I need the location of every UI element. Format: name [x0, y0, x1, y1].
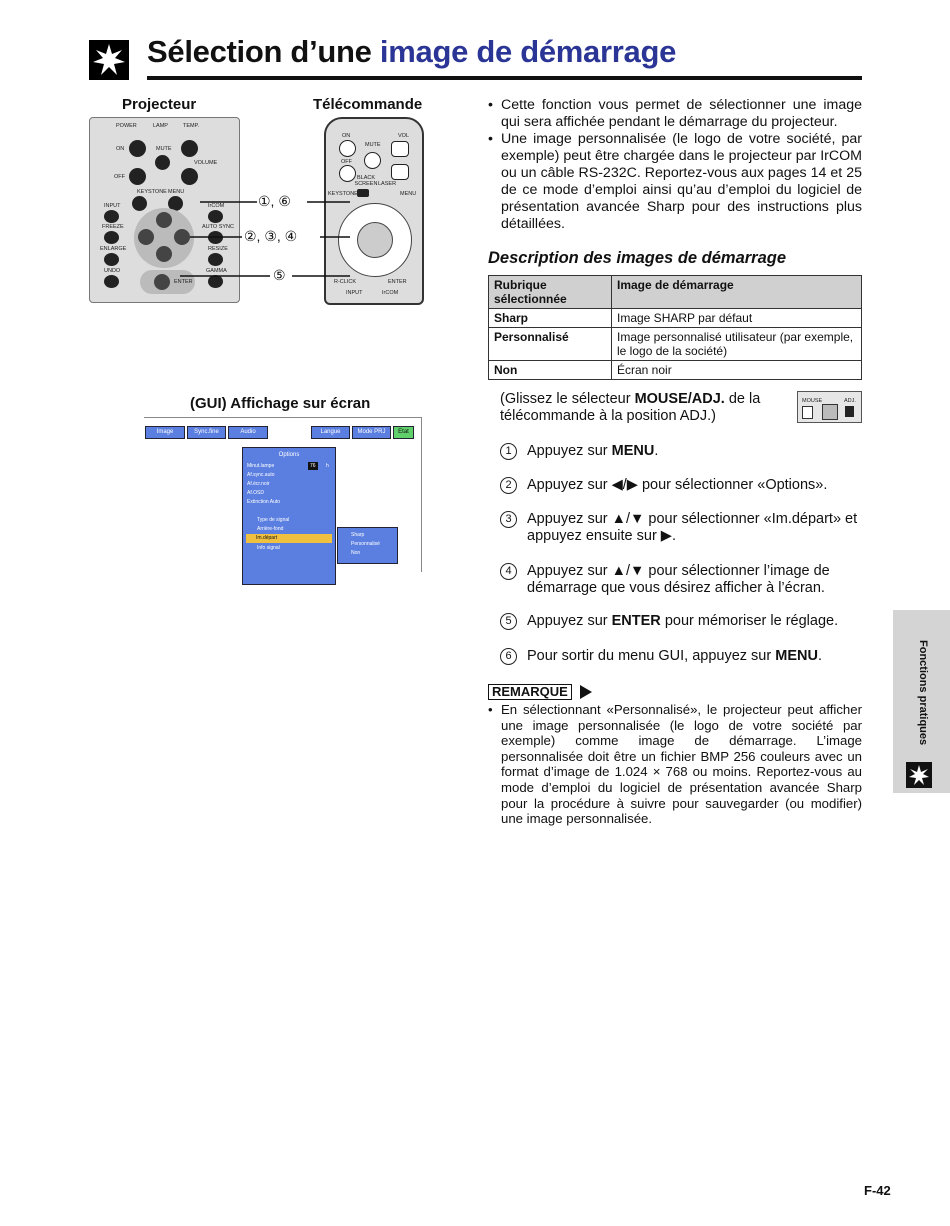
gui-tab-mode[interactable]: Mode PRJ [352, 426, 391, 439]
side-tab-label: Fonctions pratiques [917, 640, 929, 746]
table-row: Non Écran noir [489, 361, 862, 380]
enter-button[interactable] [154, 274, 170, 290]
page-number: F-42 [864, 1183, 891, 1198]
gui-submenu [337, 527, 398, 564]
gui-tab-image[interactable]: Image [145, 426, 185, 439]
steps-list: 1 Appuyez sur MENU. 2 Appuyez sur ◀/▶ pour sélectionner «Options». 3 Appuyez sur ▲/▼ pour sélectionner «Im.départ» et appuyez ensuite sur ▶. 4 Appuyez sur ▲/▼ pour sélectionner l’image de démarrage que vous désirez afficher à l’écran. 5 Appuyez sur ENTER pour mémoriser le réglage. 6 Pour sortir du menu GUI, appuyez sur MENU. [500, 443, 862, 673]
gui-options-menu [242, 447, 336, 585]
remark-badge: REMARQUE [488, 684, 572, 700]
temp-label: TEMP. [183, 123, 200, 129]
remote-on-button[interactable] [339, 140, 356, 157]
input-button[interactable] [104, 210, 119, 223]
ircom-label: IrCOM [208, 203, 225, 209]
on-label: ON [116, 146, 125, 152]
lamp-label: LAMP [153, 123, 168, 129]
description-table [488, 275, 862, 380]
off-button[interactable] [129, 168, 146, 185]
intro-bullet-2: • Une image personnalisée (le logo de votre société, par exemple) peut être chargée dans le projecteur par IrCOM ou un câble RS-232C. Reportez-vous aux pages 14 et 25 de ce mode d’emploi ainsi qu’au d’emploi du logiciel de présentation avancée Sharp pour des instructions plus détaillées. [488, 131, 862, 233]
remote-on-label: ON [342, 133, 351, 139]
laser-label: LASER [378, 181, 397, 187]
intro-bullets [488, 97, 862, 233]
gui-sub-sharp[interactable]: Sharp [351, 532, 365, 538]
switch-note: (Glissez le sélecteur MOUSE/ADJ. de la télécommande à la position ADJ.) [500, 391, 761, 424]
gui-item-type[interactable]: Type de signal [257, 517, 290, 523]
on-button[interactable] [129, 140, 146, 157]
mute-button[interactable] [155, 155, 170, 170]
gui-tab-etat[interactable]: Etat [393, 426, 414, 439]
gui-item-info[interactable]: Info signal [257, 545, 280, 551]
table-row: Sharp Image SHARP par défaut [489, 309, 862, 328]
freeze-label: FREEZE [102, 224, 124, 230]
gui-item-lampe[interactable]: Minut.lampe 76 h [247, 463, 329, 469]
projector-label: Projecteur [122, 96, 197, 113]
intro-bullet-1: • Cette fonction vous permet de sélectionner une image qui sera affichée pendant le démarrage du projecteur. [488, 97, 862, 131]
title-rule [147, 76, 862, 80]
remote-ircom-label: IrCOM [382, 290, 399, 296]
gui-item-sync[interactable]: Af.sync.auto [247, 472, 275, 478]
mouse-adj-switch-icon: MOUSE ADJ. [797, 391, 862, 423]
gui-menu-title: Options [278, 452, 300, 458]
freeze-button[interactable] [104, 231, 119, 244]
gui-screen [144, 417, 422, 572]
gui-item-extinction[interactable]: Extinction Auto [247, 499, 281, 505]
table-header-item: Rubrique sélectionnée [489, 276, 612, 309]
volume-down-button[interactable] [181, 168, 198, 185]
keystone-label: KEYSTONE [137, 189, 167, 195]
table-row: Personnalisé Image personnalisé utilisateur (par exemple, le logo de la société) [489, 328, 862, 361]
table-header-image: Image de démarrage [612, 276, 862, 309]
remote-menu-label: MENU [400, 191, 417, 197]
keystone-button[interactable] [132, 196, 147, 211]
remote-keystone-label: KEYSTONE [328, 191, 358, 197]
remote-label: Télécommande [313, 96, 423, 113]
gui-tab-audio[interactable]: Audio [228, 426, 268, 439]
starburst-projector-icon [906, 762, 932, 788]
starburst-projector-icon [89, 40, 129, 80]
remote-vol-down-button[interactable] [391, 164, 409, 180]
gui-item-blank[interactable] [247, 507, 331, 515]
left-button[interactable] [138, 229, 154, 245]
gui-tab-sync[interactable]: Sync.fine [187, 426, 226, 439]
callout-2-3-4: ②, ③, ④ [244, 228, 298, 244]
remark-text: • En sélectionnant «Personnalisé», le projecteur peut afficher une image personnalisée (le logo de votre société par exemple) comme image de démarrage. L’image personnalisée doit être un fichier BMP 256 couleurs avec un format d’image de 1.024 × 768 ou moins. Reportez-vous au mode d’emploi du logiciel de présentation avancée Sharp pour la procédure à suivre pour sauvegarder (ou modifier) une image personnalisée. [488, 702, 862, 827]
remote-off-label: OFF [341, 159, 352, 165]
gamma-label: GAMMA [206, 268, 227, 274]
mute-label: MUTE [156, 146, 172, 152]
enter-label: ENTER [174, 279, 193, 285]
remote-mute-button[interactable] [364, 152, 381, 169]
remote-vol-label: VOL [398, 133, 410, 139]
callout-5: ⑤ [273, 267, 286, 283]
gui-item-arriere[interactable]: Arrière-fond [257, 526, 284, 532]
r-click-label: R-CLICK [334, 279, 357, 285]
down-button[interactable] [156, 246, 172, 262]
remote-pad-center[interactable] [357, 222, 393, 258]
remote-vol-up-button[interactable] [391, 141, 409, 157]
remote-input-label: INPUT [346, 290, 363, 296]
gui-sub-non[interactable]: Non [351, 550, 361, 556]
enlarge-button[interactable] [104, 253, 119, 266]
input-label: INPUT [104, 203, 121, 209]
gui-tab-langue[interactable]: Langue [311, 426, 350, 439]
gui-item-imdepart[interactable]: Im.départ [246, 534, 332, 543]
page-title: Sélection d’une image de démarrage [147, 34, 677, 69]
enlarge-label: ENLARGE [100, 246, 127, 252]
remote-enter-label: ENTER [388, 279, 407, 285]
off-label: OFF [114, 174, 125, 180]
gui-sub-perso[interactable]: Personnalisé [351, 541, 380, 547]
menu-label: MENU [168, 189, 185, 195]
gui-item-osd[interactable]: Af.OSD [247, 490, 264, 496]
callout-1-6: ①, ⑥ [258, 193, 291, 209]
remote-mute-label: MUTE [365, 142, 381, 148]
gui-item-ecr[interactable]: Af.écr.noir [247, 481, 270, 487]
undo-label: UNDO [104, 268, 121, 274]
black-screen-label: BLACK SCREEN [354, 175, 378, 187]
volume-label: VOLUME [194, 160, 218, 166]
gui-label: (GUI) Affichage sur écran [190, 395, 371, 412]
undo-button[interactable] [104, 275, 119, 288]
volume-up-button[interactable] [181, 140, 198, 157]
autosync-label: AUTO SYNC [202, 224, 234, 230]
power-label: POWER [116, 123, 137, 129]
resize-label: RESIZE [208, 246, 228, 252]
up-button[interactable] [156, 212, 172, 228]
remark-arrow-icon [580, 685, 592, 699]
section-title: Description des images de démarrage [488, 249, 787, 267]
